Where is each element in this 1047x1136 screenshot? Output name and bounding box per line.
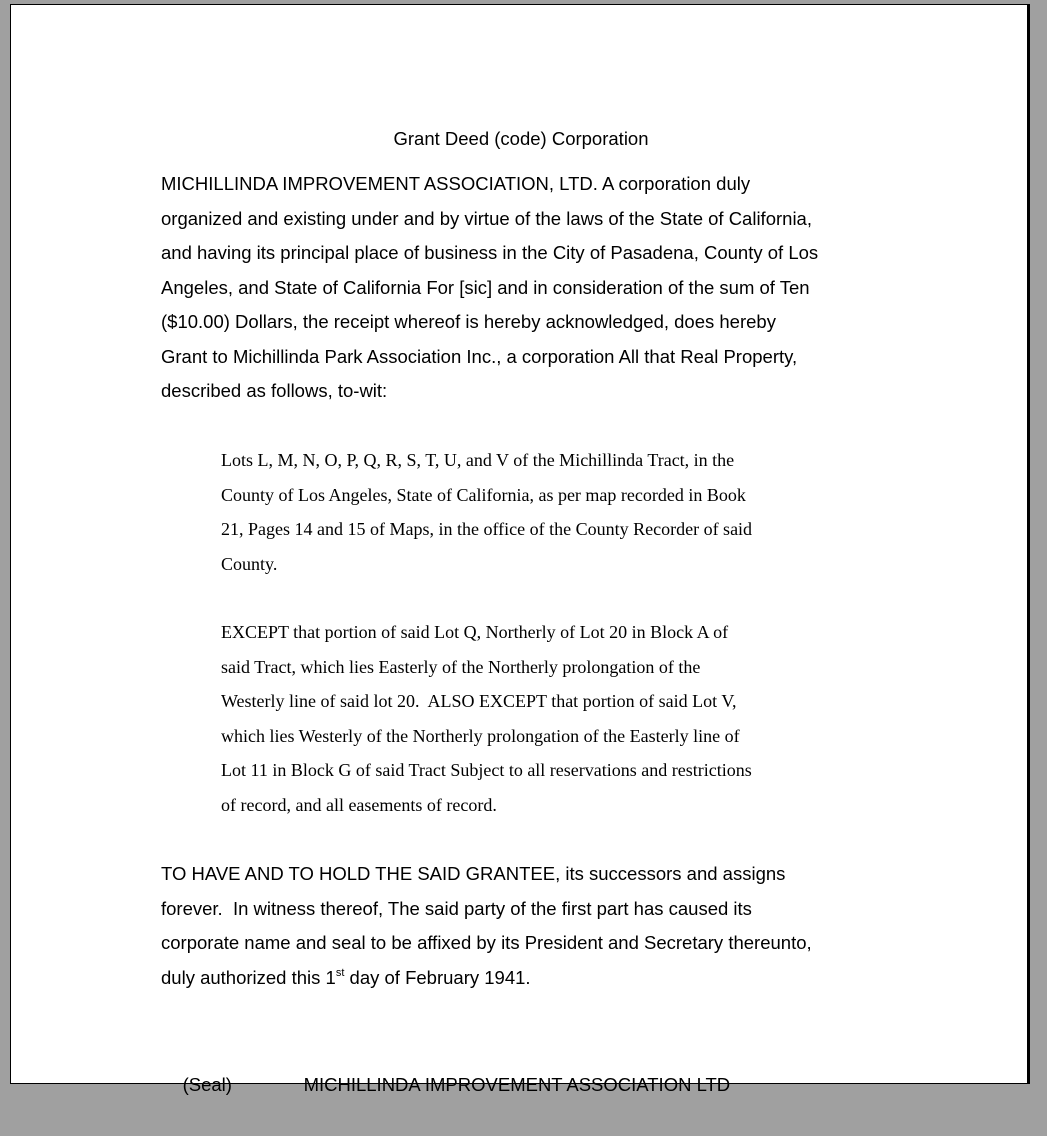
text-line: forever. In witness thereof, The said party of the first part has caused its — [161, 897, 752, 919]
text-line: Angeles, and State of California For [sic] and in consideration of the sum of Ten — [161, 276, 810, 298]
ordinal-suffix: st — [335, 966, 345, 979]
legal-description — [221, 443, 752, 581]
exceptions-paragraph — [221, 615, 752, 822]
grantor-name: MICHILLINDA IMPROVEMENT ASSOCIATION LTD — [303, 1074, 731, 1095]
text-line: described as follows, to-wit: — [161, 380, 388, 401]
date-text: duly authorized this 1 — [161, 966, 336, 988]
seal-label: (Seal) — [182, 1074, 232, 1095]
document-page — [10, 4, 1030, 1095]
text-line: EXCEPT that portion of said Lot Q, Northerly of Lot 20 in Block A of — [221, 622, 729, 642]
text-line: Lot 11 in Block G of said Tract Subject to all reservations and restrictions — [221, 760, 752, 780]
document-title: Grant Deed (code) Corporation — [393, 128, 649, 149]
grant-paragraph — [161, 167, 818, 409]
text-line: County. — [221, 553, 278, 574]
text-line: County of Los Angeles, State of California, as per map recorded in Book — [221, 484, 746, 505]
text-line: organized and existing under and by virtue of the laws of the State of California, — [161, 207, 812, 229]
text-line: ($10.00) Dollars, the receipt whereof is hereby acknowledged, does hereby — [161, 311, 776, 332]
text-line — [161, 961, 812, 996]
date-text-end: day of February 1941. — [344, 966, 531, 988]
text-line: Lots L, M, N, O, P, Q, R, S, T, U, and V of the Michillinda Tract, in the — [221, 450, 735, 470]
text-line: which lies Westerly of the Northerly prolongation of the Easterly line of — [221, 725, 740, 746]
text-line: TO HAVE AND TO HOLD THE SAID GRANTEE, its successors and assigns — [161, 863, 786, 884]
text-line: and having its principal place of business in the City of Pasadena, County of Los — [161, 242, 819, 263]
habendum-paragraph — [161, 857, 812, 995]
text-line: said Tract, which lies Easterly of the Northerly prolongation of the — [221, 656, 701, 677]
text-line: 21, Pages 14 and 15 of Maps, in the office of the County Recorder of said — [221, 519, 753, 539]
text-line: Westerly line of said lot 20. ALSO EXCEPT that portion of said Lot V, — [221, 691, 737, 711]
text-line: corporate name and seal to be affixed by its President and Secretary thereunto, — [161, 932, 812, 953]
text-line: MICHILLINDA IMPROVEMENT ASSOCIATION, LTD. A corporation duly — [161, 173, 751, 194]
signature-line — [162, 1034, 731, 1095]
text-line: Grant to Michillinda Park Association Inc., a corporation All that Real Property, — [161, 345, 798, 367]
text-line: of record, and all easements of record. — [221, 794, 497, 815]
